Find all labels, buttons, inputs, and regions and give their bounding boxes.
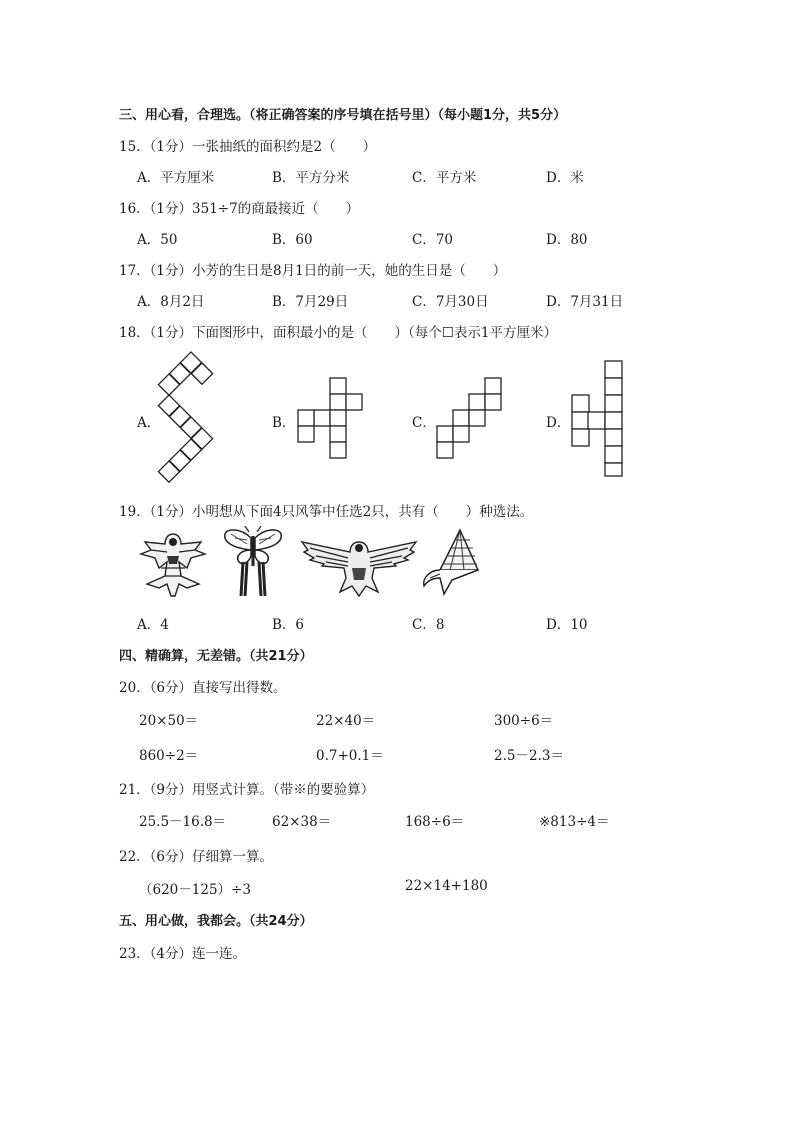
- q20-item-2: 22×40＝: [316, 713, 376, 729]
- q21-item-4: ※813÷4＝: [539, 814, 610, 830]
- q18-label-c: C．: [412, 415, 436, 431]
- square-grid-shape-c: [436, 378, 506, 462]
- q21-item-1: 25.5－16.8＝: [139, 814, 227, 830]
- q20-item-3: 300÷6＝: [494, 713, 554, 729]
- q15-option-a: A．平方厘米: [137, 170, 215, 186]
- q15-option-d: D．米: [546, 170, 584, 186]
- q15-stem: 15．（1分）一张抽纸的面积约是2（ ）: [119, 139, 377, 155]
- q22-item-1: （620－125）÷3: [139, 882, 251, 898]
- q19-option-d: D．10: [546, 617, 588, 633]
- q19-option-c: C．8: [412, 617, 445, 633]
- q20-item-6: 2.5－2.3＝: [494, 748, 564, 764]
- q19-stem: 19．（1分）小明想从下面4只风筝中任选2只，共有（ ）种选法。: [119, 504, 534, 520]
- eagle-kite-icon: [300, 528, 418, 600]
- q16-option-c: C．70: [412, 232, 454, 248]
- q23-stem: 23．（4分）连一连。: [119, 946, 247, 962]
- q21-item-2: 62×38＝: [272, 814, 332, 830]
- swallow-kite-icon: [137, 528, 209, 600]
- section-5-heading: 五、用心做，我都会。（共24分）: [119, 914, 313, 929]
- section-3-heading: 三、用心看，合理选。（将正确答案的序号填在括号里）（每小题1分，共5分）: [119, 108, 567, 123]
- q20-item-4: 860÷2＝: [139, 748, 199, 764]
- q17-option-b: B．7月29日: [272, 294, 349, 310]
- q17-option-d: D．7月31日: [546, 294, 624, 310]
- q18-label-b: B．: [272, 415, 296, 431]
- q17-option-a: A．8月2日: [137, 294, 205, 310]
- butterfly-kite-icon: [223, 526, 283, 600]
- q18-stem: 18．（1分）下面图形中，面积最小的是（ ）（每个☐表示1平方厘米）: [119, 325, 557, 341]
- q20-stem: 20．（6分）直接写出得数。: [119, 680, 287, 696]
- q16-option-b: B．60: [272, 232, 313, 248]
- section-4-heading: 四、精确算，无差错。（共21分）: [119, 649, 313, 664]
- square-grid-shape-d: [571, 360, 627, 476]
- q17-option-c: C．7月30日: [412, 294, 489, 310]
- q16-option-d: D．80: [546, 232, 588, 248]
- q18-label-a: A．: [137, 415, 161, 431]
- q21-item-3: 168÷6＝: [405, 814, 465, 830]
- q21-stem: 21．（9分）用竖式计算。（带※的要验算）: [119, 782, 375, 798]
- q19-option-b: B．6: [272, 617, 305, 633]
- q16-stem: 16．（1分）351÷7的商最接近（ ）: [119, 201, 360, 217]
- q19-option-a: A．4: [137, 617, 169, 633]
- q18-label-d: D．: [546, 415, 571, 431]
- q22-stem: 22．（6分）仔细算一算。: [119, 849, 274, 865]
- q20-item-1: 20×50＝: [139, 713, 199, 729]
- q15-option-c: C．平方米: [412, 170, 477, 186]
- figure-a-diamonds: [158, 352, 224, 480]
- q15-option-b: B．平方分米: [272, 170, 350, 186]
- q22-item-2: 22×14+180: [405, 878, 488, 894]
- square-grid-shape-b: [297, 378, 365, 462]
- q17-stem: 17．（1分）小芳的生日是8月1日的前一天，她的生日是（ ）: [119, 263, 507, 279]
- q20-item-5: 0.7+0.1＝: [316, 748, 384, 764]
- fish-kite-icon: [420, 528, 480, 600]
- q16-option-a: A．50: [137, 232, 178, 248]
